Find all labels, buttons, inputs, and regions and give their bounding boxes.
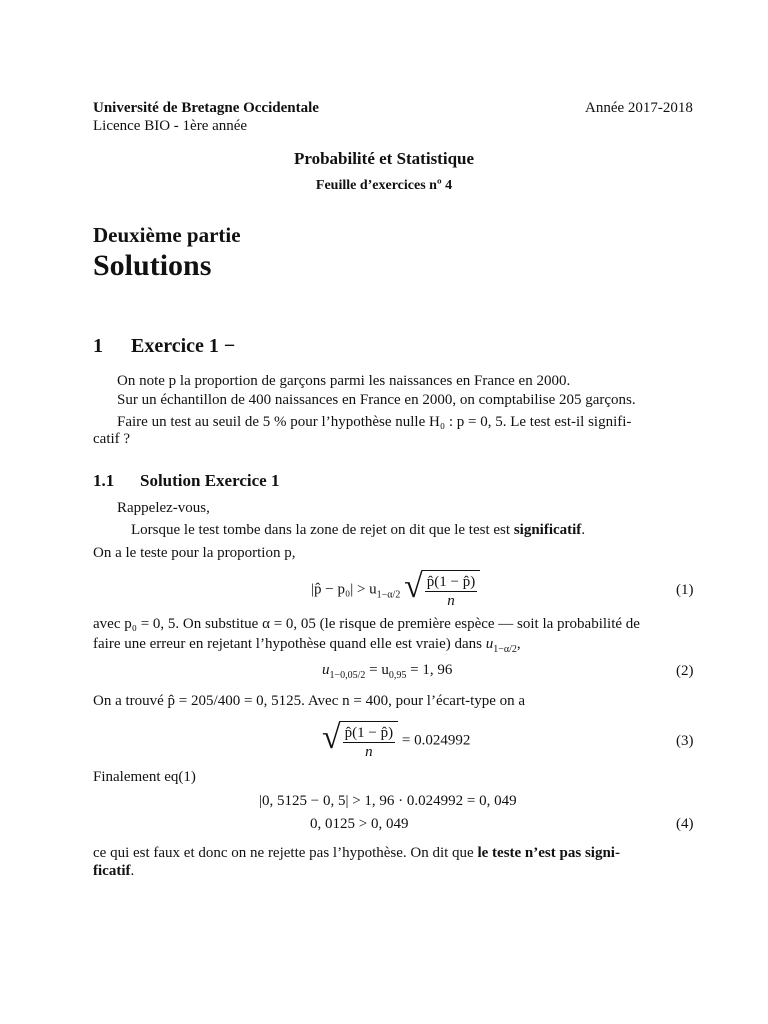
eq3-sqrt <box>322 721 398 761</box>
eq2-rhs: = 1, 96 <box>410 662 453 678</box>
sqrt-symbol: √ <box>404 568 423 605</box>
eq1-radicand <box>422 570 480 610</box>
exercise-line-4: catif ? <box>93 431 131 447</box>
equation-2 <box>322 662 452 681</box>
conclusion-bold-2: ficatif <box>93 863 131 879</box>
rule-bold: significatif <box>513 522 582 538</box>
eq4-label: (4) <box>676 816 694 832</box>
eq4-line-2: 0, 0125 > 0, 049 <box>310 816 409 832</box>
eq1-sqrt <box>404 570 480 610</box>
eq3-denominator: n <box>365 744 373 760</box>
eq1-lhs: |p̂ − p₀| > u <box>311 581 377 598</box>
eq1-label: (1) <box>676 582 694 598</box>
eq2-subscript: 1−0,05/2 <box>329 670 366 681</box>
equation-3 <box>322 721 470 761</box>
avec-u-subscript: 1−α/2 <box>493 644 517 655</box>
eq1-fraction <box>425 573 477 610</box>
eq3-radicand <box>340 721 398 761</box>
exercise-line-3: Faire un test au seuil de 5 % pour l’hypothèse nulle H₀ : p = 0, 5. Le test est-il signifi- <box>117 414 632 430</box>
rule-sentence <box>131 520 585 540</box>
conclusion-prefix: ce qui est faux et donc on ne rejette pas l’hypothèse. On dit que <box>93 845 478 861</box>
eq2-sub: 0,95 <box>388 670 407 681</box>
rule-prefix: Lorsque le test tombe dans la zone de rejet on dit que le test est <box>131 522 514 538</box>
eq1-subscript: 1−α/2 <box>376 589 401 601</box>
equation-1 <box>311 570 480 610</box>
on-a-text: On a le teste pour la proportion p, <box>93 545 296 561</box>
section-title: Exercice 1 − <box>131 335 236 357</box>
trouve-text: On a trouvé p̂ = 205/400 = 0, 5125. Avec n = 400, pour l’écart-type on a <box>93 693 526 709</box>
academic-year: Année 2017-2018 <box>585 100 693 116</box>
section-number: 1 <box>93 335 103 357</box>
part-label: Deuxième partie <box>93 223 241 247</box>
subsection-title: Solution Exercice 1 <box>140 471 280 490</box>
rule-suffix: . <box>581 522 586 538</box>
eq3-fraction <box>343 724 395 761</box>
eq3-label: (3) <box>676 733 694 749</box>
exercise-line-1: On note p la proportion de garçons parmi les naissances en France en 2000. <box>117 373 571 389</box>
eq1-denominator: n <box>447 593 455 609</box>
university-name: Université de Bretagne Occidentale <box>93 100 319 116</box>
conclusion-line-2 <box>93 861 134 881</box>
eq2-u: u <box>322 662 330 678</box>
conclusion-line-1 <box>93 843 620 863</box>
eq4-line-1: |0, 5125 − 0, 5| > 1, 96 · 0.024992 = 0, 049 <box>259 793 517 809</box>
part-title: Solutions <box>93 249 212 282</box>
avec-line-1: avec p₀ = 0, 5. On substitue α = 0, 05 (le risque de première espèce — soit la probabilité de <box>93 616 640 632</box>
eq2-label: (2) <box>676 663 694 679</box>
course-title: Probabilité et Statistique <box>293 149 475 168</box>
avec-line-2-text: faire une erreur en rejetant l’hypothèse quand elle est vraie) dans <box>93 636 482 652</box>
avec-u-symbol: u <box>485 636 494 652</box>
exercise-line-2: Sur un échantillon de 400 naissances en France en 2000, on comptabilise 205 garçons. <box>117 392 636 408</box>
eq3-numerator: p̂(1 − p̂) <box>344 725 394 741</box>
sheet-title: Feuille d’exercices nº 4 <box>315 178 453 193</box>
rappel-text: Rappelez-vous, <box>117 500 210 516</box>
avec-line-2: faire une erreur en rejetant l’hypothèse quand elle est vraie) dans $u_{1-\alpha/2}$, <box>93 636 521 655</box>
program-label: Licence BIO - 1ère année <box>93 118 248 134</box>
eq2-mid: = u <box>369 662 389 678</box>
sqrt-symbol: √ <box>322 719 341 756</box>
eq1-numerator: p̂(1 − p̂) <box>426 574 476 590</box>
conclusion-bold-1: le teste n’est pas signi- <box>477 845 620 861</box>
subsection-number: 1.1 <box>93 471 115 490</box>
eq3-rhs: = 0.024992 <box>401 732 471 749</box>
finalement-text: Finalement eq(1) <box>93 769 196 785</box>
conclusion-end: . <box>130 863 135 879</box>
